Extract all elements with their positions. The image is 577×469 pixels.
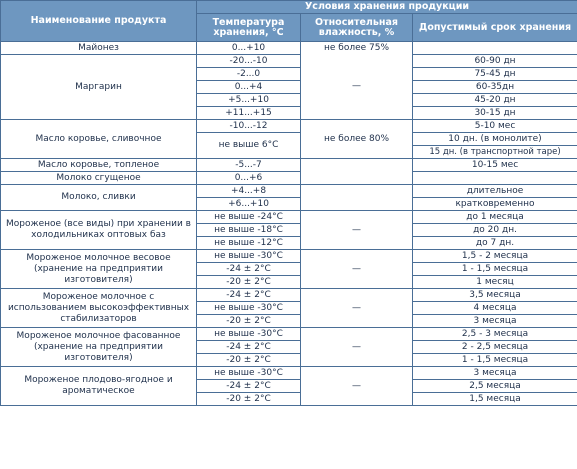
product-name: Молоко, сливки <box>1 185 197 211</box>
shelf-life-cell: 60-35дн <box>413 81 577 94</box>
product-name: Мороженое (все виды) при хранении в холодильниках оптовых баз <box>1 211 197 250</box>
product-name: Маргарин <box>1 55 197 120</box>
temperature-cell: -2...0 <box>197 68 301 81</box>
humidity-cell: — <box>301 328 413 367</box>
shelf-life-cell: 1 месяц <box>413 276 577 289</box>
humidity-cell <box>301 159 413 185</box>
product-name: Масло коровье, топленое <box>1 159 197 172</box>
shelf-life-cell: 2 - 2,5 месяца <box>413 341 577 354</box>
temperature-cell: -20 ± 2°С <box>197 276 301 289</box>
humidity-cell: — <box>301 367 413 406</box>
header-product-name: Наименование продукта <box>1 1 197 42</box>
temperature-cell: +6...+10 <box>197 198 301 211</box>
temperature-cell: не выше 6°С <box>197 133 301 159</box>
temperature-cell: +5...+10 <box>197 94 301 107</box>
temperature-cell: -24 ± 2°С <box>197 380 301 393</box>
shelf-life-cell: 30-15 дн <box>413 107 577 120</box>
shelf-life-cell: 10 дн. (в монолите) <box>413 133 577 146</box>
shelf-life-cell: 60-90 дн <box>413 55 577 68</box>
shelf-life-cell: 5-10 мес <box>413 120 577 133</box>
temperature-cell: -24 ± 2°С <box>197 289 301 302</box>
shelf-life-cell: 1 - 1,5 месяца <box>413 263 577 276</box>
shelf-life-cell: до 20 дн. <box>413 224 577 237</box>
temperature-cell: не выше -18°С <box>197 224 301 237</box>
temperature-cell: 0...+10 <box>197 42 301 55</box>
shelf-life-cell: 1,5 - 2 месяца <box>413 250 577 263</box>
temperature-cell: -20 ± 2°С <box>197 315 301 328</box>
temperature-cell: -24 ± 2°С <box>197 341 301 354</box>
shelf-life-cell: 3,5 месяца <box>413 289 577 302</box>
header-storage-conditions: Условия хранения продукции <box>197 1 577 14</box>
shelf-life-cell: 4 месяца <box>413 302 577 315</box>
product-name: Майонез <box>1 42 197 55</box>
temperature-cell: -5...-7 <box>197 159 301 172</box>
humidity-cell: не более 75% <box>301 42 413 55</box>
shelf-life-cell: 10-15 мес <box>413 159 577 172</box>
shelf-life-cell: 3 месяца <box>413 315 577 328</box>
temperature-cell: 0...+6 <box>197 172 301 185</box>
shelf-life-cell: 2,5 месяца <box>413 380 577 393</box>
temperature-cell: 0...+4 <box>197 81 301 94</box>
temperature-cell: -20...-10 <box>197 55 301 68</box>
humidity-cell <box>301 185 413 211</box>
shelf-life-cell: 2,5 - 3 месяца <box>413 328 577 341</box>
humidity-cell: — <box>301 250 413 289</box>
header-humidity: Относительная влажность, % <box>301 14 413 42</box>
shelf-life-cell: до 7 дн. <box>413 237 577 250</box>
temperature-cell: -10...-12 <box>197 120 301 133</box>
humidity-cell: — <box>301 289 413 328</box>
temperature-cell: не выше -12°С <box>197 237 301 250</box>
shelf-life-cell: длительное <box>413 185 577 198</box>
temperature-cell: не выше -30°С <box>197 328 301 341</box>
shelf-life-cell: 15 дн. (в транспортной таре) <box>413 146 577 159</box>
header-temperature: Температура хранения, °С <box>197 14 301 42</box>
temperature-cell: не выше -24°С <box>197 211 301 224</box>
product-name: Мороженое молочное весовое (хранение на предприятии изготовителя) <box>1 250 197 289</box>
product-name: Мороженое молочное фасованное (хранение на предприятии изготовителя) <box>1 328 197 367</box>
humidity-cell: — <box>301 55 413 120</box>
shelf-life-cell <box>413 172 577 185</box>
temperature-cell: -24 ± 2°С <box>197 263 301 276</box>
humidity-cell: — <box>301 211 413 250</box>
shelf-life-cell: 1 - 1,5 месяца <box>413 354 577 367</box>
shelf-life-cell: 45-20 дн <box>413 94 577 107</box>
shelf-life-cell: 1,5 месяца <box>413 393 577 406</box>
product-name: Масло коровье, сливочное <box>1 120 197 159</box>
product-name: Мороженое молочное с использованием высокоэффективных стабилизаторов <box>1 289 197 328</box>
temperature-cell: -20 ± 2°С <box>197 354 301 367</box>
temperature-cell: не выше -30°С <box>197 250 301 263</box>
header-shelf-life: Допустимый срок хранения <box>413 14 577 42</box>
shelf-life-cell: до 1 месяца <box>413 211 577 224</box>
product-name: Молоко сгущеное <box>1 172 197 185</box>
product-name: Мороженое плодово-ягодное и ароматическое <box>1 367 197 406</box>
temperature-cell: -20 ± 2°С <box>197 393 301 406</box>
shelf-life-cell: кратковременно <box>413 198 577 211</box>
humidity-cell: не более 80% <box>301 120 413 159</box>
temperature-cell: +11...+15 <box>197 107 301 120</box>
shelf-life-cell: 75-45 дн <box>413 68 577 81</box>
shelf-life-cell: 3 месяца <box>413 367 577 380</box>
temperature-cell: не выше -30°С <box>197 302 301 315</box>
shelf-life-cell <box>413 42 577 55</box>
temperature-cell: +4...+8 <box>197 185 301 198</box>
temperature-cell: не выше -30°С <box>197 367 301 380</box>
